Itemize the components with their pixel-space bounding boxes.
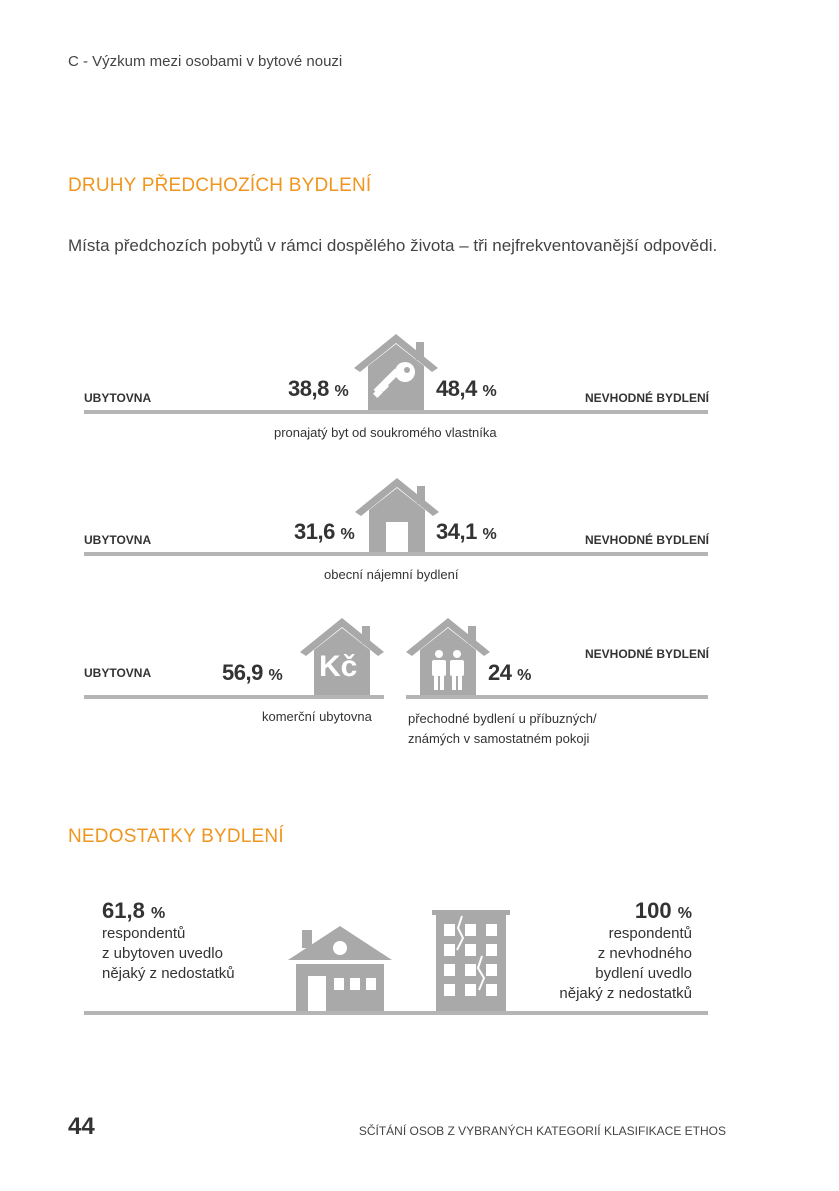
currency-symbol: Kč	[319, 650, 358, 683]
right-statistic: 100 % respondentů z nevhodného bydlení uvedlo nějaký z nedostatků	[559, 898, 692, 1002]
row3-left-label: UBYTOVNA	[84, 666, 152, 680]
section-title-previous-housing: DRUHY PŘEDCHOZÍCH BYDLENÍ	[68, 175, 372, 196]
row1-right-label: NEVHODNÉ BYDLENÍ	[585, 391, 710, 405]
row2-caption: obecní nájemní bydlení	[324, 567, 459, 582]
house-people-icon	[406, 618, 490, 698]
section-title-housing-deficiencies: NEDOSTATKY BYDLENÍ	[68, 826, 284, 847]
footer-text: SČÍTÁNÍ OSOB Z VYBRANÝCH KATEGORIÍ KLASIFIKACE ETHOS	[358, 1124, 726, 1138]
row2-bar	[84, 552, 708, 556]
house-key-icon	[354, 334, 438, 414]
deficiencies-bar	[84, 1011, 708, 1015]
row3-right-caption: přechodné bydlení u příbuzných/ známých v samostatném pokoji	[408, 711, 597, 746]
row2-left-label: UBYTOVNA	[84, 533, 152, 547]
page-number: 44	[68, 1113, 95, 1140]
row3-right-bar	[406, 695, 708, 699]
damaged-building-icon	[432, 910, 510, 1012]
house-door-icon	[355, 478, 439, 556]
intro-paragraph: Místa předchozích pobytů v rámci dospělého života – tři nejfrekventovanější odpovědi.	[68, 236, 718, 255]
row2-left-percentage: 31,6 %	[294, 519, 355, 544]
row2-right-label: NEVHODNÉ BYDLENÍ	[585, 533, 710, 547]
row3-left-bar	[84, 695, 384, 699]
row1-left-percentage: 38,8 %	[288, 376, 349, 401]
row1-bar	[84, 410, 708, 414]
row1-left-label: UBYTOVNA	[84, 391, 152, 405]
hostel-building-icon	[288, 926, 392, 1012]
row3-right-label: NEVHODNÉ BYDLENÍ	[585, 647, 710, 661]
row1-caption: pronajatý byt od soukromého vlastníka	[274, 425, 497, 440]
row3-right-percentage: 24 %	[488, 660, 531, 685]
left-statistic: 61,8 % respondentů z ubytoven uvedlo nějaký z nedostatků	[102, 898, 235, 982]
row2-right-percentage: 34,1 %	[436, 519, 497, 544]
row3-left-caption: komerční ubytovna	[262, 709, 372, 724]
row3-left-percentage: 56,9 %	[222, 660, 283, 685]
row1-right-percentage: 48,4 %	[436, 376, 497, 401]
running-header: C - Výzkum mezi osobami v bytové nouzi	[68, 53, 343, 70]
